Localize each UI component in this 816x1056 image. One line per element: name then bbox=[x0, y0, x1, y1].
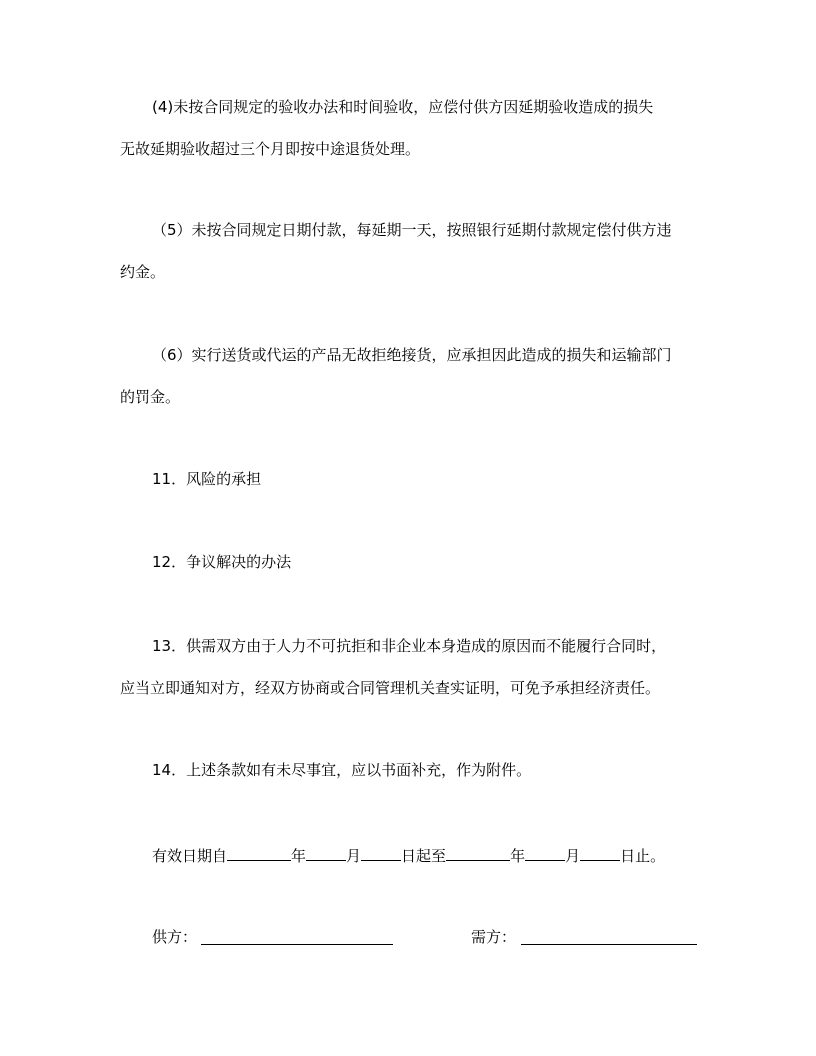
validity-year-2: 年 bbox=[510, 847, 526, 865]
buyer-label: 需方： bbox=[471, 928, 517, 946]
item-11-risk: 11．风险的承担 bbox=[152, 470, 262, 488]
blank-end-day bbox=[580, 844, 620, 861]
validity-prefix: 有效日期自 bbox=[152, 847, 228, 865]
clause-5-line-2: 约金。 bbox=[120, 263, 166, 281]
buyer-signature-line bbox=[521, 943, 697, 945]
clause-4-line-1: (4)未按合同规定的验收办法和时间验收，应偿付供方因延期验收造成的损失 bbox=[152, 98, 654, 116]
item-13-line-1: 13．供需双方由于人力不可抗拒和非企业本身造成的原因而不能履行合同时， bbox=[152, 637, 667, 655]
supplier-signature-line bbox=[201, 943, 393, 945]
validity-day-to: 日止。 bbox=[620, 847, 666, 865]
item-13-line-2: 应当立即通知对方，经双方协商或合同管理机关查实证明，可免予承担经济责任。 bbox=[120, 679, 661, 697]
validity-year-1: 年 bbox=[291, 847, 307, 865]
blank-start-day bbox=[361, 844, 401, 861]
blank-end-year bbox=[446, 844, 510, 861]
clause-4-line-2: 无故延期验收超过三个月即按中途退货处理。 bbox=[120, 140, 421, 158]
validity-period bbox=[152, 844, 665, 866]
supplier-label: 供方： bbox=[152, 928, 198, 946]
clause-6-line-2: 的罚金。 bbox=[120, 388, 181, 406]
validity-month-1: 月 bbox=[346, 847, 362, 865]
clause-5-line-1: （5）未按合同规定日期付款，每延期一天，按照银行延期付款规定偿付供方违 bbox=[152, 221, 672, 239]
validity-month-2: 月 bbox=[565, 847, 581, 865]
validity-day-from: 日起至 bbox=[401, 847, 447, 865]
blank-start-year bbox=[227, 844, 291, 861]
item-12-dispute: 12．争议解决的办法 bbox=[152, 553, 292, 571]
blank-end-month bbox=[525, 844, 565, 861]
clause-6-line-1: （6）实行送货或代运的产品无故拒绝接货，应承担因此造成的损失和运输部门 bbox=[152, 346, 672, 364]
item-14-supplement: 14．上述条款如有未尽事宜，应以书面补充，作为附件。 bbox=[152, 761, 532, 779]
blank-start-month bbox=[306, 844, 346, 861]
